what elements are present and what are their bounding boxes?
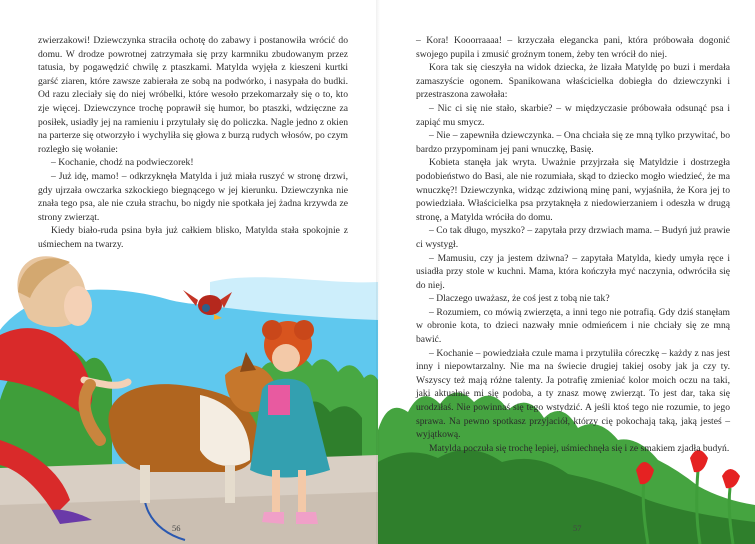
book-gutter [376, 0, 380, 544]
paragraph: Kiedy biało-ruda psina była już całkiem blisko, Matylda stała spokojnie z uśmiechem na twarzy. [38, 225, 348, 250]
paragraph: – Kochanie – powiedziała czule mama i przytuliła córeczkę – każdy z nas jest inny i niepowtarzalny. Nie ma na świecie drugiej takiej osoby jak ja czy ty. Wszyscy też mają różne talenty. Ja potrafię zmieniać kolor moich oczu na taki, jaki aktualnie mi się podoba, a ty znasz mowę zwierząt. To jest dar, taka się urodziłaś. Nie powinnaś się tego wstydzić. A jeśli ktoś tego nie rozumie, to jego sprawa. Na pewno spotkasz przyjaciół, którzy cię pokochają taką, jaką jesteś – wyjątkową. [416, 347, 730, 441]
page-number: 56 [172, 523, 181, 533]
right-page-text [416, 34, 730, 455]
paragraph: – Mamusiu, czy ja jestem dziwna? – zapytała Matylda, kiedy umyła ręce i usiadła przy stole w kuchni. Mama, która kończyła myć naczynia, odwróciła się do niej. [416, 252, 730, 291]
paragraph: – Nie – zapewniła dziewczynka. – Ona chciała się ze mną tylko przywitać, bo bardzo przypominam jej pani wnuczkę, Basię. [416, 130, 730, 155]
page-number: 57 [573, 523, 582, 533]
paragraph: – Nic ci się nie stało, skarbie? – w międzyczasie próbowała odsunąć psa i zapiąć mu smycz. [416, 102, 730, 128]
paragraph: – Kora! Kooorraaaa! – krzyczała elegancka pani, która próbowała dogonić swojego pupila i zmusić groźnym tonem, żeby ten wrócił do niej. [416, 35, 730, 60]
paragraph: zwierzakowi! Dziewczynka straciła ochotę do zabawy i postanowiła wrócić do domu. W drodze powrotnej zatrzymała się przy karmniku zbudowanym przez tatusia, by pogawędzić chwilę z ptaszkami. Matylda wyjęła z kieszeni kurtki garść ziaren, które zawsze zabierała ze sobą na podwórko, i nasypała do budki. Od razu zleciały się do niej wróbelki, które wesoło przekomarzały się o to, kto zje więcej. Dziewczynce trochę poprawił się humor, bo ptaszki, wdzięczne za posiłek, usiadły jej na ramieniu i przytulały się do policzka. Nagle jedno z okien na parterze się otworzyło i wychyliła się głowa z burzą rudych włosów, po czym rozległo się wołanie: [38, 35, 348, 155]
paragraph: – Kochanie, chodź na podwieczorek! [51, 157, 194, 169]
left-page-text [38, 34, 348, 252]
paragraph: – Dlaczego uważasz, że coś jest z tobą nie tak? [429, 293, 610, 305]
paragraph: – Rozumiem, co mówią zwierzęta, a inni tego nie potrafią. Gdy dziś stanęłam w obronie kota, to dzieci nazwały mnie odmieńcem i nie chciały się ze mną bawić. [416, 306, 730, 346]
paragraph: Matylda poczuła się trochę lepiej, uśmiechnęła się i ze smakiem zjadła budyń. [429, 442, 730, 454]
paragraph: Kora tak się cieszyła na widok dziecka, że lizała Matyldę po buzi i merdała zamaszyście ogonem. Spanikowana właścicielka dobiegła do dziewczynki i przestraszona zawołała: [416, 62, 730, 101]
paragraph: – Już idę, mamo! – odkrzyknęła Matylda i już miała ruszyć w stronę drzwi, gdy ujrzała owczarka szkockiego biegnącego w jej kierunku. Dziewczynka nie znała tego psa, ale nie czuła strachu, bo nigdy nie spotkała jej żadna krzywda ze strony zwierząt. [38, 170, 348, 223]
paragraph: – Co tak długo, myszko? – zapytała przy drzwiach mama. – Budyń już prawie ci wystygł. [416, 225, 730, 250]
paragraph: Kobieta stanęła jak wryta. Uważnie przyjrzała się Matyldzie i dostrzegła podobieństwo do Basi, ale nie rozumiała, skąd to dziecko mogło wiedzieć, że ma wnuczkę?! Dziewczynka, widząc zdziwioną minę pani, wyjaśniła, że Kora jej to powiedziała. Właścicielka psa przytaknęła z niedowierzaniem i odeszła w drugą stronę, a Matylda wróciła do domu. [416, 157, 730, 223]
